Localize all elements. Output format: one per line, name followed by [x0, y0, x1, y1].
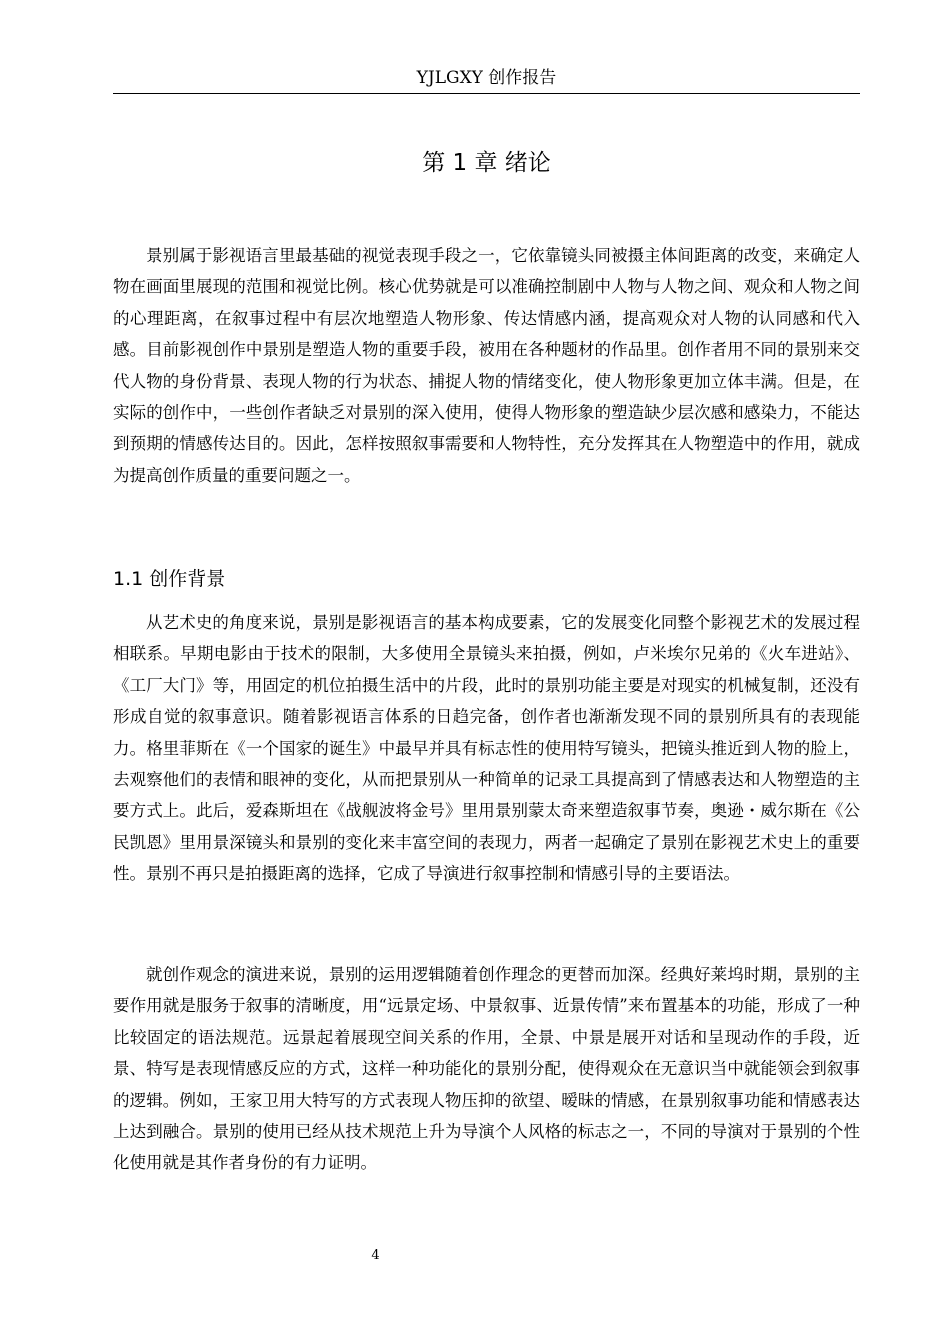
chapter-title: 第 1 章 绪论: [422, 150, 551, 176]
body-paragraph: 就创作观念的演进来说，景别的运用逻辑随着创作理念的更替而加深。经典好莱坞时期，景别的主要作用就是服务于叙事的清晰度，用“远景定场、中景叙事、近景传情”来布置基本的功能，形成了一种比较固定的语法规范。远景起着展现空间关系的作用，全景、中景是展开对话和呈现动作的手段，近景、特写是表现情感反应的方式，这样一种功能化的景别分配，使得观众在无意识当中就能领会到叙事的逻辑。例如，王家卫用大特写的方式表现人物压抑的欲望、暧昧的情感，在景别叙事功能和情感表达上达到融合。景别的使用已经从技术规范上升为导演个人风格的标志之一，不同的导演对于景别的个性化使用就是其作者身份的有力证明。: [113, 965, 860, 1173]
header-rule: [113, 93, 860, 94]
page-number: 4: [371, 1248, 380, 1263]
section-heading: 1.1 创作背景: [113, 568, 226, 590]
intro-paragraph: 景别属于影视语言里最基础的视觉表现手段之一，它依靠镜头同被摄主体间距离的改变，来确定人物在画面里展现的范围和视觉比例。核心优势就是可以准确控制剧中人物与人物之间、观众和人物之间的心理距离，在叙事过程中有层次地塑造人物形象、传达情感内涵，提高观众对人物的认同感和代入感。目前影视创作中景别是塑造人物的重要手段，被用在各种题材的作品里。创作者用不同的景别来交代人物的身份背景、表现人物的行为状态、捕捉人物的情绪变化，使人物形象更加立体丰满。但是，在实际的创作中，一些创作者缺乏对景别的深入使用，使得人物形象的塑造缺少层次感和感染力，不能达到预期的情感传达目的。因此，怎样按照叙事需要和人物特性，充分发挥其在人物塑造中的作用，就成为提高创作质量的重要问题之一。: [113, 246, 860, 485]
page-header: YJLGXY 创作报告: [416, 68, 557, 88]
body-paragraph: 从艺术史的角度来说，景别是影视语言的基本构成要素，它的发展变化同整个影视艺术的发展过程相联系。早期电影由于技术的限制，大多使用全景镜头来拍摄，例如，卢米埃尔兄弟的《火车进站》、《工厂大门》等，用固定的机位拍摄生活中的片段，此时的景别功能主要是对现实的机械复制，还没有形成自觉的叙事意识。随着影视语言体系的日趋完备，创作者也渐渐发现不同的景别所具有的表现能力。格里菲斯在《一个国家的诞生》中最早并具有标志性的使用特写镜头，把镜头推近到人物的脸上，去观察他们的表情和眼神的变化，从而把景别从一种简单的记录工具提高到了情感表达和人物塑造的主要方式上。此后，爱森斯坦在《战舰波将金号》里用景别蒙太奇来塑造叙事节奏，奥逊・威尔斯在《公民凯恩》里用景深镜头和景别的变化来丰富空间的表现力，两者一起确定了景别在影视艺术史上的重要性。景别不再只是拍摄距离的选择，它成了导演进行叙事控制和情感引导的主要语法。: [113, 613, 860, 884]
